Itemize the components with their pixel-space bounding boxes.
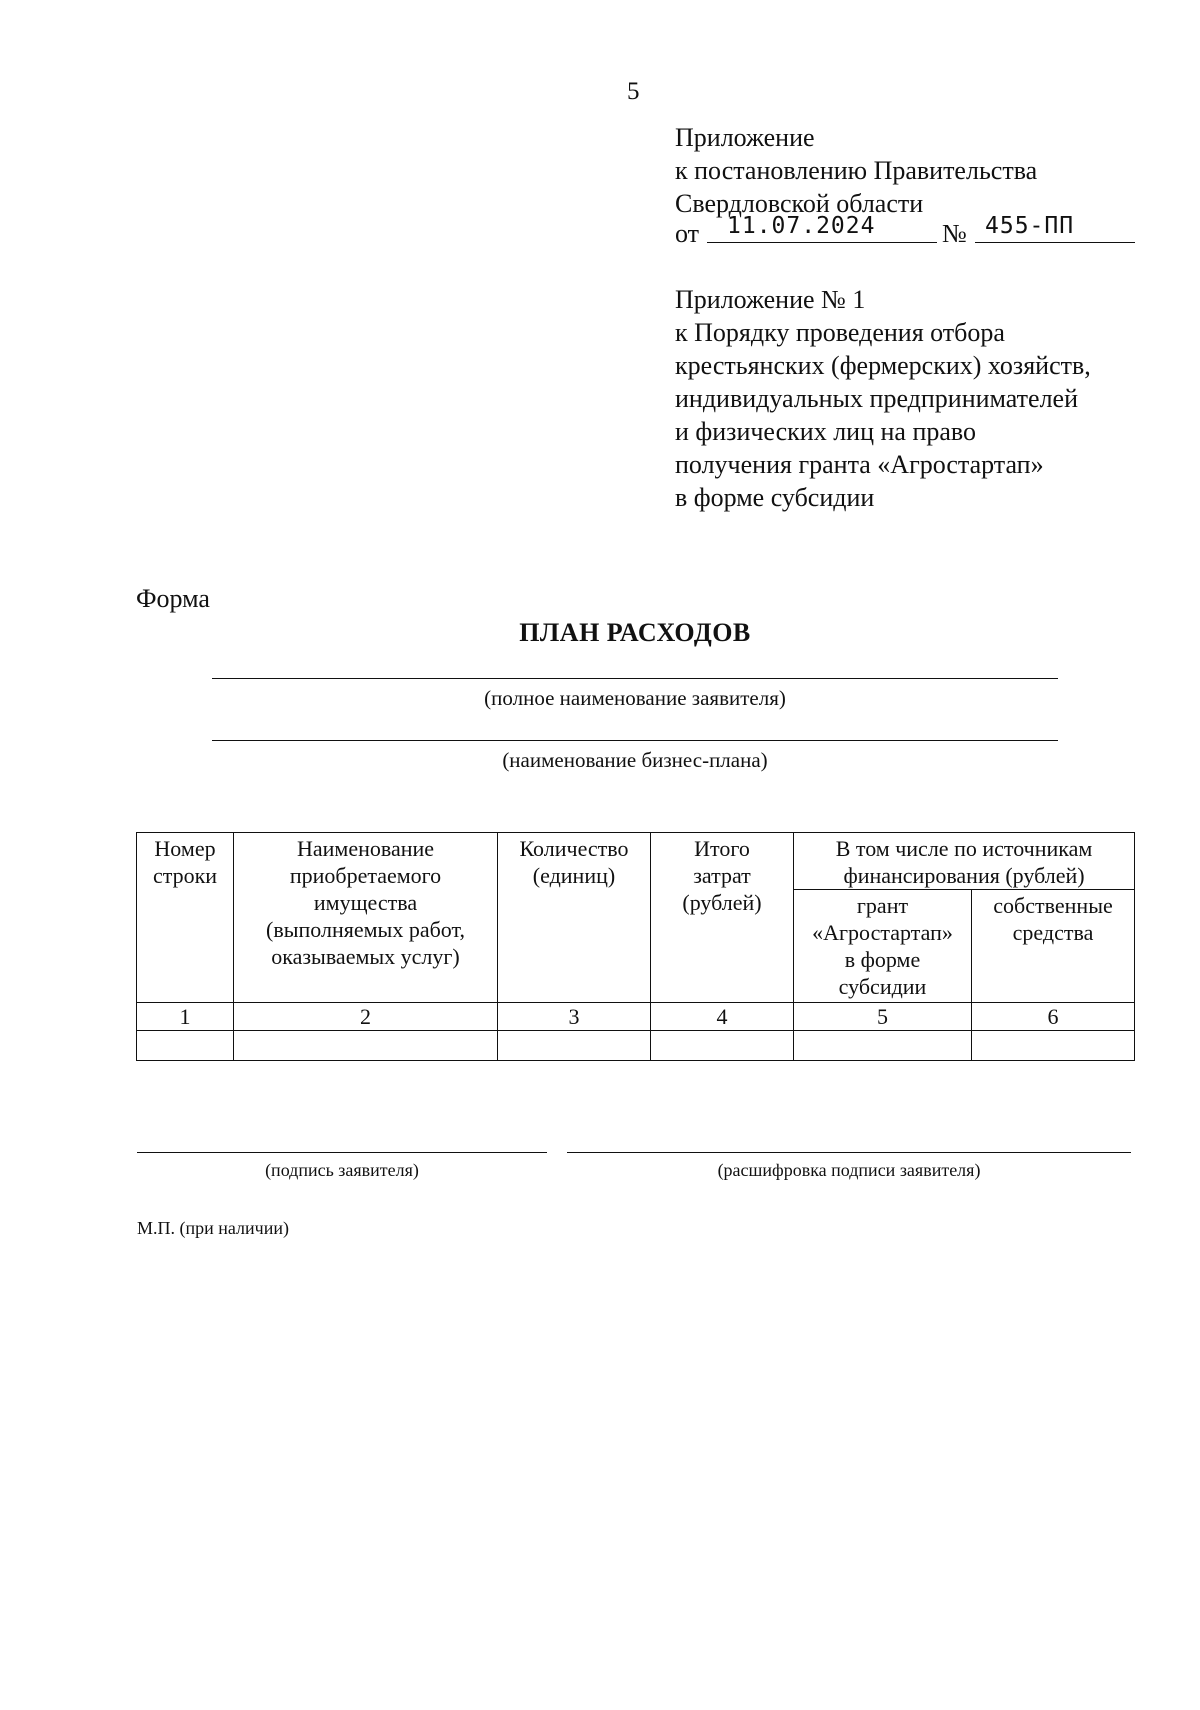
header-line: Наименование xyxy=(296,836,435,861)
document-title: ПЛАН РАСХОДОВ xyxy=(519,618,751,647)
column-number: 4 xyxy=(651,1003,794,1031)
header-row-number xyxy=(137,833,234,1003)
number-prefix: № xyxy=(942,219,967,248)
appendix-line: Свердловской области xyxy=(675,189,924,218)
empty-data-row xyxy=(137,1031,1135,1061)
expense-plan-table xyxy=(136,832,1135,1061)
signature-decode-line xyxy=(567,1152,1131,1153)
header-line: Итого xyxy=(694,836,750,861)
resolution-number: 455-ПП xyxy=(975,213,1135,243)
header-line: собственные xyxy=(993,893,1113,918)
stamp-label: М.П. (при наличии) xyxy=(137,1218,289,1238)
header-own-funds xyxy=(972,890,1135,1003)
column-number-row xyxy=(137,1003,1135,1031)
business-plan-caption: (наименование бизнес-плана) xyxy=(502,748,768,772)
header-line: (единиц) xyxy=(532,863,616,888)
header-line: строки xyxy=(152,863,218,888)
header-line: средства xyxy=(1012,920,1094,945)
business-plan-line xyxy=(212,740,1058,741)
header-line: «Агростартап» xyxy=(812,920,953,945)
header-line: (выполняемых работ, xyxy=(266,917,465,942)
header-line: грант xyxy=(856,893,909,918)
resolution-date-line xyxy=(675,213,1135,252)
appendix-1-line: Приложение № 1 xyxy=(675,285,866,314)
header-line: в форме xyxy=(844,947,921,972)
signature-line xyxy=(137,1152,547,1153)
applicant-name-line xyxy=(212,678,1058,679)
header-line: субсидии xyxy=(838,974,927,999)
appendix-1-line: получения гранта «Агростартап» xyxy=(675,450,1044,479)
header-line: Количество xyxy=(519,836,629,861)
form-label: Форма xyxy=(136,584,210,613)
table-cell xyxy=(972,1031,1135,1061)
header-line: финансирования (рублей) xyxy=(843,863,1085,888)
header-line: Номер xyxy=(154,836,216,861)
header-quantity xyxy=(498,833,651,1003)
header-line: (рублей) xyxy=(682,890,762,915)
appendix-1-header xyxy=(675,283,1091,514)
appendix-line: Приложение xyxy=(675,123,815,152)
column-number: 3 xyxy=(498,1003,651,1031)
table-cell xyxy=(794,1031,972,1061)
page-number: 5 xyxy=(627,78,640,105)
table-cell xyxy=(498,1031,651,1061)
table-cell xyxy=(234,1031,498,1061)
signature-caption: (подпись заявителя) xyxy=(265,1160,419,1180)
appendix-1-line: индивидуальных предпринимателей xyxy=(675,384,1078,413)
table-cell xyxy=(651,1031,794,1061)
date-prefix: от xyxy=(675,219,700,248)
header-funding-sources xyxy=(794,833,1135,890)
signature-decode-caption: (расшифровка подписи заявителя) xyxy=(717,1160,981,1180)
resolution-date: 11.07.2024 xyxy=(707,213,937,243)
column-number: 5 xyxy=(794,1003,972,1031)
column-number: 6 xyxy=(972,1003,1135,1031)
header-line: В том числе по источникам xyxy=(835,836,1093,861)
header-line: имущества xyxy=(313,890,418,915)
header-line: приобретаемого xyxy=(289,863,442,888)
column-number: 1 xyxy=(137,1003,234,1031)
header-line: затрат xyxy=(693,863,751,888)
header-grant xyxy=(794,890,972,1003)
column-number: 2 xyxy=(234,1003,498,1031)
appendix-line: к постановлению Правительства xyxy=(675,156,1038,185)
table-cell xyxy=(137,1031,234,1061)
header-property-name xyxy=(234,833,498,1003)
appendix-1-line: в форме субсидии xyxy=(675,483,875,512)
header-line: оказываемых услуг) xyxy=(271,944,460,969)
appendix-1-line: крестьянских (фермерских) хозяйств, xyxy=(675,351,1091,380)
appendix-1-line: и физических лиц на право xyxy=(675,417,977,446)
appendix-header xyxy=(675,121,1037,220)
appendix-1-line: к Порядку проведения отбора xyxy=(675,318,1005,347)
header-total-cost xyxy=(651,833,794,1003)
applicant-name-caption: (полное наименование заявителя) xyxy=(484,686,786,710)
